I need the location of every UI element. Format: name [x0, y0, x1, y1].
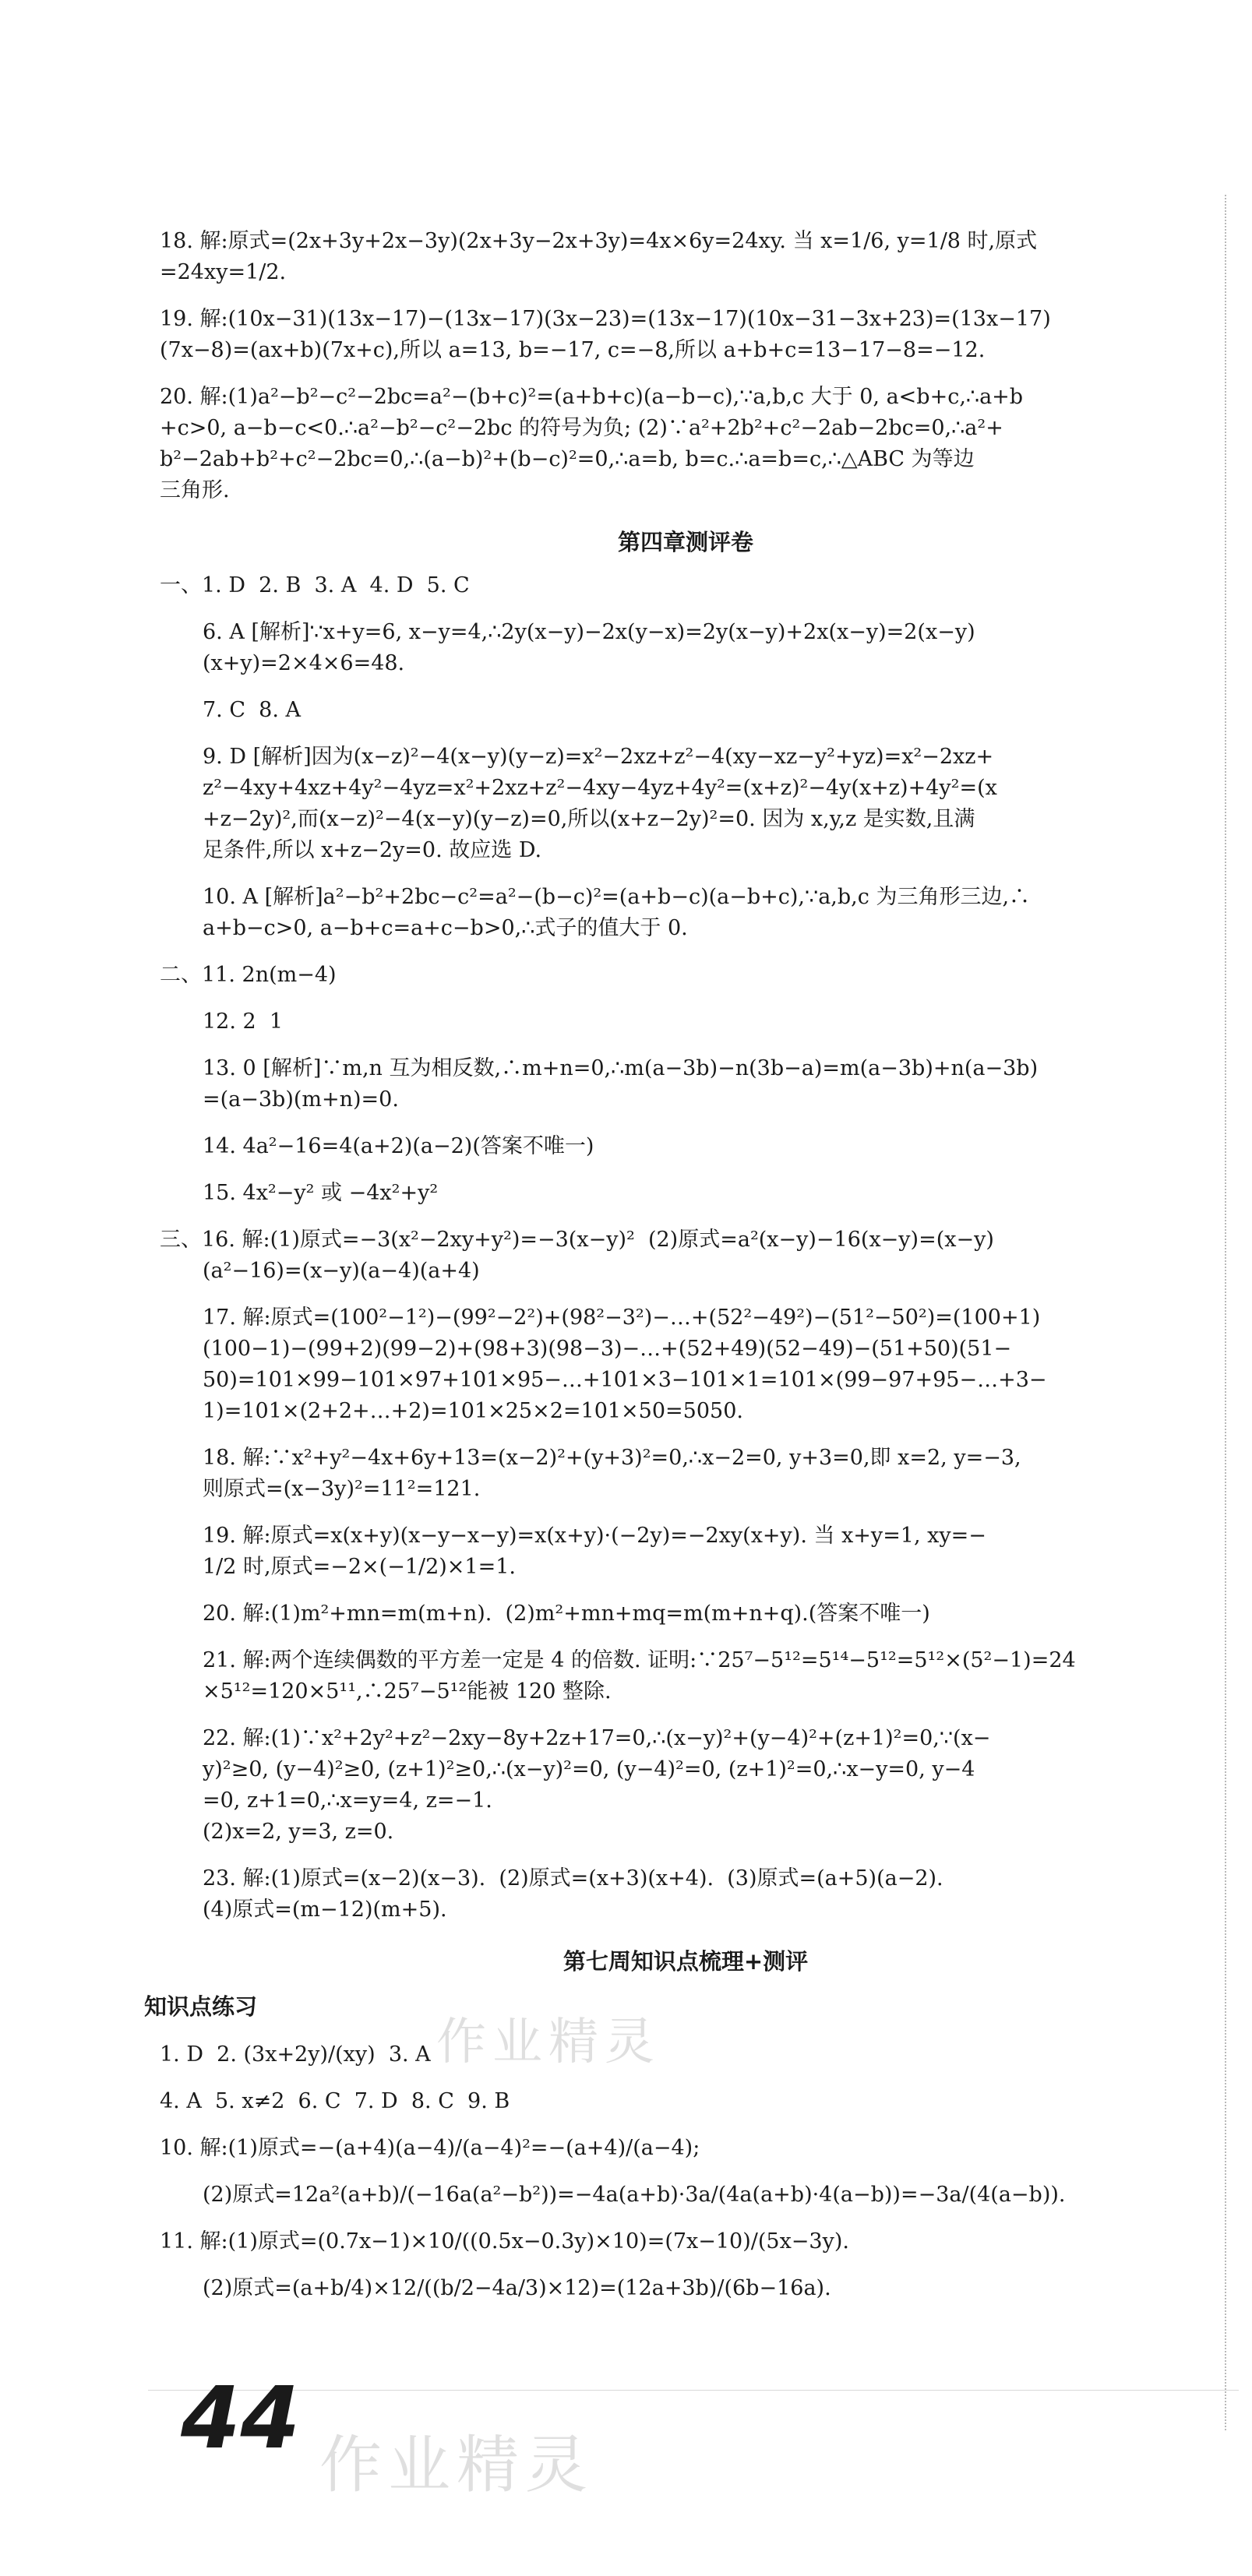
answer-line: a+b−c>0, a−b+c=a+c−b>0,∴式子的值大于 0.: [203, 916, 688, 940]
answer-line: 则原式=(x−3y)²=11²=121.: [203, 1477, 481, 1501]
watermark-text-bottom: 作业精灵: [319, 2429, 594, 2501]
answer-line: =24xy=1/2.: [160, 260, 287, 284]
answer-line: 22. 解:(1)∵x²+2y²+z²−2xy−8y+2z+17=0,∴(x−y)²+(y−4)²+(z+1)²=0,∵(x−: [203, 1726, 991, 1750]
answer-line: 21. 解:两个连续偶数的平方差一定是 4 的倍数. 证明:∵25⁷−5¹²=5¹⁴−5¹²=5¹²×(5²−1)=24: [203, 1648, 1076, 1672]
answer-line: 18. 解:原式=(2x+3y+2x−3y)(2x+3y−2x+3y)=4x×6y=24xy. 当 x=1/6, y=1/8 时,原式: [160, 229, 1038, 253]
section-heading-week7: 第七周知识点梳理+测评: [563, 1948, 809, 1975]
answer-line: 6. A [解析]∵x+y=6, x−y=4,∴2y(x−y)−2x(y−x)=2y(x−y)+2x(x−y)=2(x−y): [203, 620, 975, 644]
answer-line: (7x−8)=(ax+b)(7x+c),所以 a=13, b=−17, c=−8,所以 a+b+c=13−17−8=−12.: [160, 338, 986, 362]
answer-line: 18. 解:∵x²+y²−4x+6y+13=(x−2)²+(y+3)²=0,∴x−2=0, y+3=0,即 x=2, y=−3,: [203, 1446, 1021, 1470]
answer-line: (a²−16)=(x−y)(a−4)(a+4): [203, 1259, 480, 1283]
answer-line: (2)x=2, y=3, z=0.: [203, 1820, 394, 1844]
answer-line: 10. 解:(1)原式=−(a+4)(a−4)/(a−4)²=−(a+4)/(a−4);: [160, 2136, 700, 2160]
answer-line: 17. 解:原式=(100²−1²)−(99²−2²)+(98²−3²)−…+(52²−49²)−(51²−50²)=(100+1): [203, 1306, 1041, 1330]
right-dotted-rule: [1225, 195, 1226, 2430]
answer-line: 二、11. 2n(m−4): [160, 963, 337, 987]
answer-line: 1. D 2. (3x+2y)/(xy) 3. A: [160, 2042, 431, 2067]
answer-line: 三角形.: [160, 478, 230, 502]
answer-line: (2)原式=(a+b/4)×12/((b/2−4a/3)×12)=(12a+3b)/(6b−16a).: [203, 2276, 831, 2300]
answer-line: 14. 4a²−16=4(a+2)(a−2)(答案不唯一): [203, 1134, 594, 1158]
answer-line: (x+y)=2×4×6=48.: [203, 651, 405, 675]
answer-line: 20. 解:(1)a²−b²−c²−2bc=a²−(b+c)²=(a+b+c)(a−b−c),∵a,b,c 大于 0, a<b+c,∴a+b: [160, 385, 1024, 409]
answer-line: 7. C 8. A: [203, 698, 302, 722]
answer-line: =0, z+1=0,∴x=y=4, z=−1.: [203, 1788, 492, 1813]
answer-line: 1)=101×(2+2+…+2)=101×25×2=101×50=5050.: [203, 1399, 743, 1423]
answer-line: 三、16. 解:(1)原式=−3(x²−2xy+y²)=−3(x−y)² (2)原式=a²(x−y)−16(x−y)=(x−y): [160, 1228, 994, 1252]
answer-line: y)²≥0, (y−4)²≥0, (z+1)²≥0,∴(x−y)²=0, (y−4)²=0, (z+1)²=0,∴x−y=0, y−4: [203, 1757, 975, 1781]
answer-line: 9. D [解析]因为(x−z)²−4(x−y)(y−z)=x²−2xz+z²−4(xy−xz−y²+yz)=x²−2xz+: [203, 745, 994, 769]
answer-line: (4)原式=(m−12)(m+5).: [203, 1898, 447, 1922]
answer-content: [144, 226, 1211, 2304]
answer-line: 1/2 时,原式=−2×(−1/2)×1=1.: [203, 1555, 516, 1579]
answer-line: 12. 2 1: [203, 1010, 284, 1034]
answer-line: ×5¹²=120×5¹¹,∴25⁷−5¹²能被 120 整除.: [203, 1679, 612, 1704]
bottom-rule: [148, 2390, 1239, 2391]
answer-line: z²−4xy+4xz+4y²−4yz=x²+2xz+z²−4xy−4yz+4y²=(x+z)²−4y(x+z)+4y²=(x: [203, 776, 997, 800]
answer-line: (100−1)−(99+2)(99−2)+(98+3)(98−3)−…+(52+49)(52−49)−(51+50)(51−: [203, 1337, 1012, 1361]
sub-heading-practice: 知识点练习: [144, 1993, 258, 2020]
watermark-text: 作业精灵: [436, 2014, 661, 2071]
section-heading-chapter4: 第四章测评卷: [617, 529, 753, 555]
answer-line: 11. 解:(1)原式=(0.7x−1)×10/((0.5x−0.3y)×10)=(7x−10)/(5x−3y).: [160, 2229, 849, 2254]
answer-line: 15. 4x²−y² 或 −4x²+y²: [203, 1181, 439, 1205]
answer-line: 10. A [解析]a²−b²+2bc−c²=a²−(b−c)²=(a+b−c)(a−b+c),∵a,b,c 为三角形三边,∴: [203, 885, 1031, 909]
answer-line: 20. 解:(1)m²+mn=m(m+n). (2)m²+mn+mq=m(m+n+q).(答案不唯一): [203, 1602, 930, 1626]
answer-line: 23. 解:(1)原式=(x−2)(x−3). (2)原式=(x+3)(x+4). (3)原式=(a+5)(a−2).: [203, 1866, 943, 1891]
answer-line: +z−2y)²,而(x−z)²−4(x−y)(y−z)=0,所以(x+z−2y)²=0. 因为 x,y,z 是实数,且满: [203, 807, 975, 831]
answer-line: =(a−3b)(m+n)=0.: [203, 1087, 399, 1112]
answer-line: b²−2ab+b²+c²−2bc=0,∴(a−b)²+(b−c)²=0,∴a=b, b=c.∴a=b=c,∴△ABC 为等边: [160, 447, 975, 471]
answer-line: 4. A 5. x≠2 6. C 7. D 8. C 9. B: [160, 2089, 510, 2113]
answer-line: 一、1. D 2. B 3. A 4. D 5. C: [160, 573, 470, 597]
answer-line: (2)原式=12a²(a+b)/(−16a(a²−b²))=−4a(a+b)·3a/(4a(a+b)·4(a−b))=−3a/(4(a−b)).: [203, 2183, 1066, 2207]
answer-line: 19. 解:(10x−31)(13x−17)−(13x−17)(3x−23)=(13x−17)(10x−31−3x+23)=(13x−17): [160, 307, 1051, 331]
page-number: 44: [181, 2368, 301, 2468]
answer-line: 19. 解:原式=x(x+y)(x−y−x−y)=x(x+y)·(−2y)=−2xy(x+y). 当 x+y=1, xy=−: [203, 1524, 986, 1548]
answer-line: 50)=101×99−101×97+101×95−…+101×3−101×1=101×(99−97+95−…+3−: [203, 1368, 1047, 1392]
answer-line: 足条件,所以 x+z−2y=0. 故应选 D.: [203, 838, 542, 862]
answer-line: +c>0, a−b−c<0.∴a²−b²−c²−2bc 的符号为负; (2)∵a²+2b²+c²−2ab−2bc=0,∴a²+: [160, 416, 1003, 440]
answer-line: 13. 0 [解析]∵m,n 互为相反数,∴m+n=0,∴m(a−3b)−n(3b−a)=m(a−3b)+n(a−3b): [203, 1056, 1039, 1080]
